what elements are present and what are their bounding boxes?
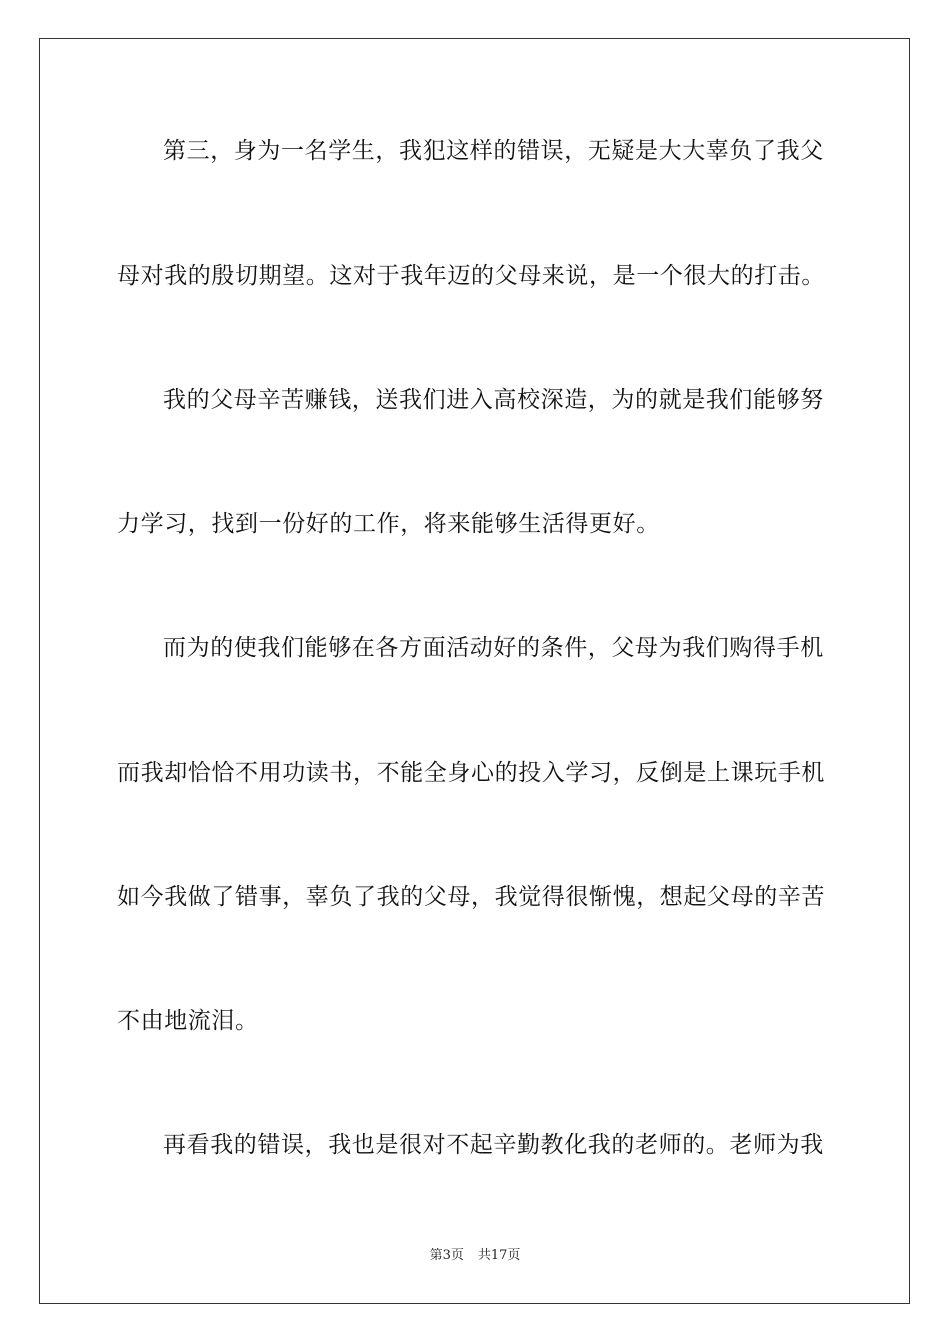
paragraph-line: 力学习，找到一份好的工作，将来能够生活得更好。 (117, 511, 660, 537)
page-border (39, 38, 910, 1304)
paragraph-line: 而为的使我们能够在各方面活动好的条件，父母为我们购得手机 (163, 635, 824, 661)
paragraph-line: 如今我做了错事，辜负了我的父母，我觉得很惭愧，想起父母的辛苦 (117, 884, 825, 910)
page-total: 共17页 (477, 1248, 521, 1263)
paragraph-line: 再看我的错误，我也是很对不起辛勤教化我的老师的。老师为我 (163, 1132, 824, 1158)
paragraph-line: 母对我的殷切期望。这对于我年迈的父母来说，是一个很大的打击。 (117, 263, 825, 289)
paragraph-line: 我的父母辛苦赚钱，送我们进入高校深造，为的就是我们能够努 (163, 387, 824, 413)
paragraph-line: 第三，身为一名学生，我犯这样的错误，无疑是大大辜负了我父 (163, 138, 824, 164)
paragraph-line: 而我却恰恰不用功读书，不能全身心的投入学习，反倒是上课玩手机 (117, 760, 825, 786)
page-footer (0, 1247, 950, 1265)
page-number: 第3页 (429, 1248, 464, 1263)
paragraph-line: 不由地流泪。 (117, 1008, 259, 1034)
